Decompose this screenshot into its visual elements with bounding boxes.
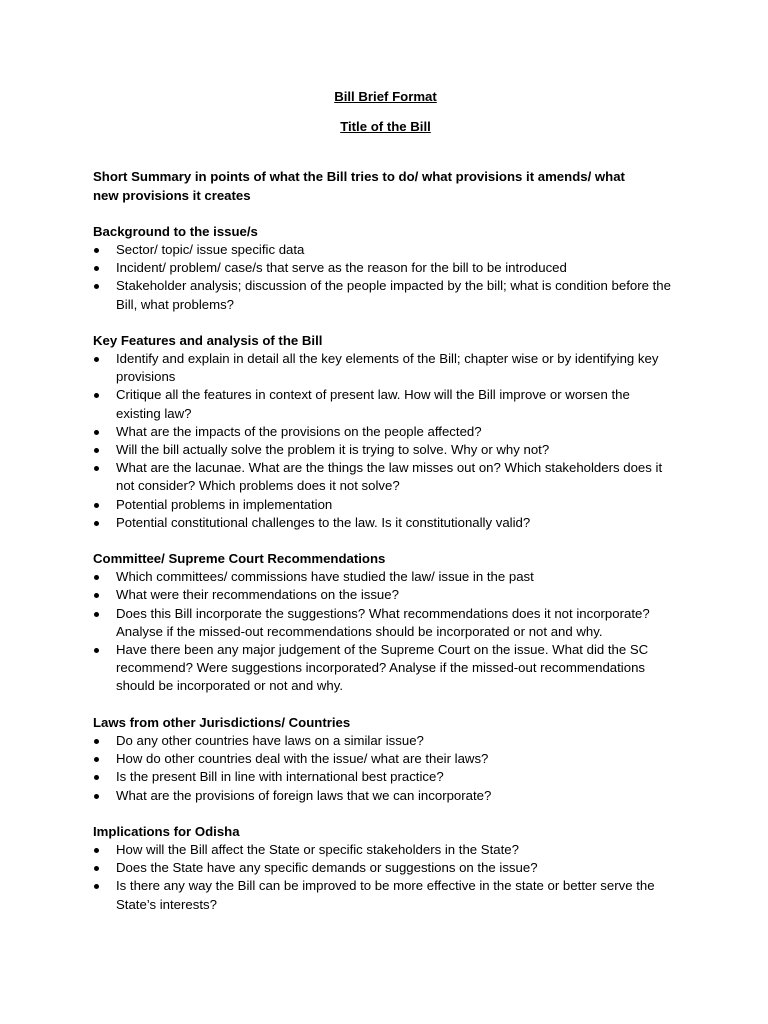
bullet-item: [93, 568, 678, 586]
section: [93, 714, 678, 805]
bullet-item: [93, 605, 678, 641]
bullet-icon: [94, 641, 100, 659]
bullet-icon: [94, 732, 100, 750]
bullet-item: [93, 350, 678, 386]
section-heading: Background to the issue/s: [93, 223, 258, 239]
sections-container: [93, 223, 678, 914]
bullet-item: [93, 241, 678, 259]
bullet-text: Incident/ problem/ case/s that serve as the reason for the bill to be introduced: [116, 260, 567, 276]
bullet-text: Sector/ topic/ issue specific data: [116, 242, 305, 258]
bullet-text: Which committees/ commissions have studied the law/ issue in the past: [116, 569, 534, 585]
bullet-icon: [94, 750, 100, 768]
bullet-text: Does this Bill incorporate the suggestions? What recommendations does it not incorporate? Analyse if the missed-out recommendations should be incorporated or not and why.: [116, 605, 650, 639]
section-heading: Implications for Odisha: [93, 823, 240, 839]
bullet-icon: [94, 496, 100, 514]
bill-title: Title of the Bill: [340, 119, 431, 135]
bullet-text: What are the lacunae. What are the things the law misses out on? Which stakeholders does it not consider? Which problems does it not solve?: [116, 460, 663, 494]
bullet-item: [93, 768, 678, 786]
bullet-text: Identify and explain in detail all the key elements of the Bill; chapter wise or by identifying key provisions: [116, 351, 659, 385]
bullet-item: [93, 859, 678, 877]
bullet-item: [93, 877, 678, 913]
section-heading: Key Features and analysis of the Bill: [93, 332, 323, 348]
bullet-text: Critique all the features in context of present law. How will the Bill improve or worsen the existing law?: [116, 387, 630, 421]
bullet-text: Is there any way the Bill can be improved to be more effective in the state or better serve the State’s interests?: [116, 878, 655, 912]
section-heading: Laws from other Jurisdictions/ Countries: [93, 714, 351, 730]
bullet-item: [93, 423, 678, 441]
section: [93, 332, 678, 532]
bullet-text: What are the impacts of the provisions on the people affected?: [116, 423, 482, 439]
bullet-list: [93, 841, 678, 914]
bullet-item: [93, 732, 678, 750]
bullet-icon: [94, 787, 100, 805]
bullet-text: Potential problems in implementation: [116, 496, 333, 512]
bullet-text: Potential constitutional challenges to the law. Is it constitutionally valid?: [116, 514, 531, 530]
bullet-icon: [94, 514, 100, 532]
bullet-item: [93, 787, 678, 805]
format-title: Bill Brief Format: [334, 89, 437, 104]
bullet-item: [93, 459, 678, 495]
bullet-icon: [94, 568, 100, 586]
bullet-text: Is the present Bill in line with international best practice?: [116, 769, 444, 785]
bullet-item: [93, 277, 678, 313]
bullet-text: Does the State have any specific demands or suggestions on the issue?: [116, 860, 538, 876]
bullet-item: [93, 750, 678, 768]
bullet-item: [93, 586, 678, 604]
bullet-icon: [94, 241, 100, 259]
bullet-list: [93, 241, 678, 314]
section: [93, 550, 678, 696]
bullet-icon: [94, 386, 100, 404]
section: [93, 823, 678, 914]
bullet-item: [93, 441, 678, 459]
bullet-list: [93, 732, 678, 805]
summary-heading: Short Summary in points of what the Bill tries to do/ what provisions it amends/ what new provisions it creates: [93, 169, 625, 203]
bullet-text: What were their recommendations on the issue?: [116, 587, 399, 603]
bullet-text: Will the bill actually solve the problem it is trying to solve. Why or why not?: [116, 442, 550, 458]
bullet-text: How will the Bill affect the State or specific stakeholders in the State?: [116, 841, 519, 857]
bullet-icon: [94, 350, 100, 368]
section: [93, 223, 678, 314]
bullet-item: [93, 514, 678, 532]
bullet-icon: [94, 768, 100, 786]
bullet-icon: [94, 859, 100, 877]
bullet-icon: [94, 841, 100, 859]
bullet-icon: [94, 605, 100, 623]
bullet-text: How do other countries deal with the issue/ what are their laws?: [116, 751, 489, 767]
bullet-item: [93, 386, 678, 422]
bullet-icon: [94, 586, 100, 604]
bullet-icon: [94, 441, 100, 459]
bullet-icon: [94, 277, 100, 295]
bullet-icon: [94, 423, 100, 441]
bullet-icon: [94, 877, 100, 895]
bullet-item: [93, 641, 678, 696]
bullet-list: [93, 568, 678, 695]
section-heading: Committee/ Supreme Court Recommendations: [93, 551, 386, 567]
bullet-item: [93, 259, 678, 277]
bullet-item: [93, 841, 678, 859]
bullet-list: [93, 350, 678, 532]
bullet-item: [93, 496, 678, 514]
bullet-text: Have there been any major judgement of the Supreme Court on the issue. What did the SC recommend? Were suggestions incorporated? Analyse if the missed-out recommendations should be incorporated or not and why.: [116, 642, 649, 694]
bullet-icon: [94, 259, 100, 277]
bullet-text: What are the provisions of foreign laws that we can incorporate?: [116, 787, 492, 803]
bullet-text: Stakeholder analysis; discussion of the people impacted by the bill; what is condition before the Bill, what problems?: [116, 278, 671, 312]
bullet-icon: [94, 459, 100, 477]
bullet-text: Do any other countries have laws on a similar issue?: [116, 732, 424, 748]
